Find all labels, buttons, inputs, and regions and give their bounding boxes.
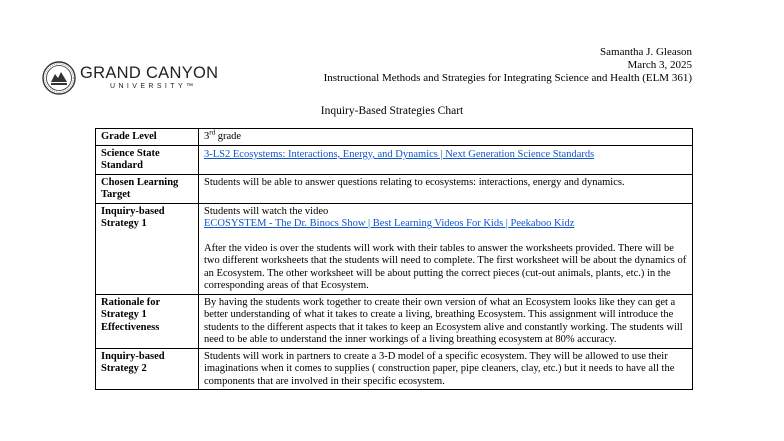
standard-label: Science State Standard bbox=[96, 145, 199, 174]
grade-label: Grade Level bbox=[96, 129, 199, 146]
rationale1-value: By having the students work together to create their own version of what an Ecosystem looks like they can get a better understanding of what it takes to create a living, breathing Ecosystem. This assignment will introduce the students to the different aspects that it takes to keep an Ecosystem alive and constantly working. The students will need to be able to understand the inner workings of a living breathing ecosystem at 80% accuracy. bbox=[199, 294, 693, 348]
strategy1-body: After the video is over the students will work with their tables to answer the worksheets provided. There will be two different worksheets that the students will need to complete. The first worksheet will be about the dynamics of an Ecosystem. The other worksheet will be about putting the correct pieces (cut-out animals, plants, etc.) in the corresponding areas of that Ecosystem. bbox=[204, 242, 687, 291]
author-name: Samantha J. Gleason bbox=[600, 46, 692, 58]
strategy2-label: Inquiry-based Strategy 2 bbox=[96, 348, 199, 390]
university-logo bbox=[42, 58, 218, 98]
table-row-target bbox=[96, 174, 693, 203]
logo-name: GRAND CANYON bbox=[80, 64, 219, 82]
logo-subtitle: UNIVERSITY™ bbox=[110, 83, 197, 90]
rationale1-label: Rationale for Strategy 1 Effectiveness bbox=[96, 294, 199, 348]
document-date: March 3, 2025 bbox=[627, 59, 692, 71]
strategies-table bbox=[95, 128, 693, 390]
target-label: Chosen Learning Target bbox=[96, 174, 199, 203]
standard-value bbox=[199, 145, 693, 174]
table-row-strategy2 bbox=[96, 348, 693, 390]
strategy1-value bbox=[199, 203, 693, 294]
target-value: Students will be able to answer questions relating to ecosystems: interactions, energy and dynamics. bbox=[199, 174, 693, 203]
course-title: Instructional Methods and Strategies for Integrating Science and Health (ELM 361) bbox=[323, 72, 692, 84]
strategy2-value: Students will work in partners to create a 3-D model of a specific ecosystem. They will be allowed to use their imaginations when it comes to supplies ( construction paper, pipe cleaners, clay, etc.) but it needs to have all the components that are involved in their specific ecosystem. bbox=[199, 348, 693, 390]
table-row-grade bbox=[96, 129, 693, 146]
table-row-rationale1 bbox=[96, 294, 693, 348]
table-row-strategy1 bbox=[96, 203, 693, 294]
table-row-standard bbox=[96, 145, 693, 174]
standard-link[interactable]: 3-LS2 Ecosystems: Interactions, Energy, and Dynamics | Next Generation Science Standards bbox=[204, 149, 595, 160]
document-header bbox=[324, 46, 692, 85]
strategy1-intro: Students will watch the video bbox=[204, 205, 329, 217]
video-link[interactable]: ECOSYSTEM - The Dr. Binocs Show | Best Learning Videos For Kids | Peekaboo Kidz bbox=[204, 218, 575, 229]
university-seal-icon bbox=[42, 61, 76, 95]
grade-value: 3rd grade bbox=[199, 129, 693, 146]
page-title: Inquiry-Based Strategies Chart bbox=[320, 105, 464, 117]
strategy1-label: Inquiry-based Strategy 1 bbox=[96, 203, 199, 294]
